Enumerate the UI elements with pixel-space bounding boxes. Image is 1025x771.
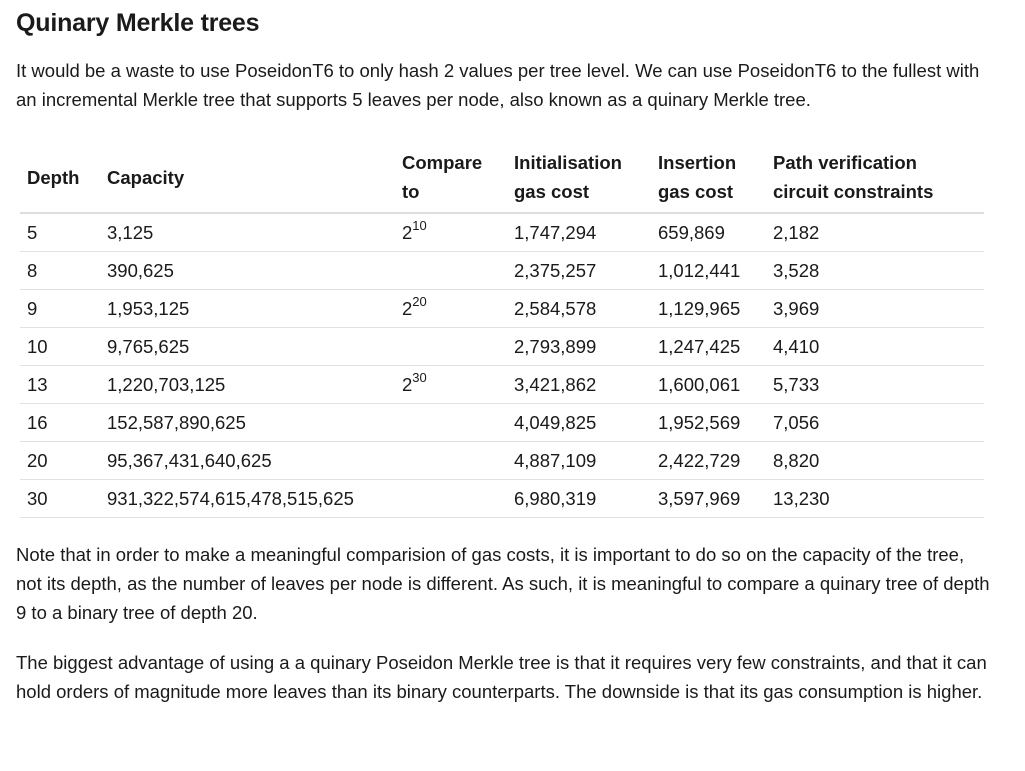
cell-depth: 30 bbox=[20, 480, 100, 518]
cell-insert-gas: 659,869 bbox=[651, 213, 766, 252]
cell-depth: 9 bbox=[20, 290, 100, 328]
header-path-label: Path verification circuit constraints bbox=[773, 152, 934, 202]
compare-exponent: 30 bbox=[412, 369, 427, 385]
cell-insert-gas: 3,597,969 bbox=[651, 480, 766, 518]
cell-capacity: 9,765,625 bbox=[100, 328, 395, 366]
cell-capacity: 95,367,431,640,625 bbox=[100, 442, 395, 480]
cell-init-gas: 2,793,899 bbox=[507, 328, 651, 366]
article bbox=[0, 6, 1025, 706]
cell-insert-gas: 1,247,425 bbox=[651, 328, 766, 366]
table-row bbox=[20, 213, 984, 252]
cell-depth: 13 bbox=[20, 366, 100, 404]
header-depth: Depth bbox=[20, 148, 100, 213]
header-compare-label: Compare to bbox=[402, 152, 483, 202]
cell-compare bbox=[395, 328, 507, 366]
cell-depth: 16 bbox=[20, 404, 100, 442]
cell-path-constraints: 3,528 bbox=[766, 252, 984, 290]
table-row bbox=[20, 442, 984, 480]
header-capacity: Capacity bbox=[100, 148, 395, 213]
cell-compare bbox=[395, 480, 507, 518]
compare-base: 2 bbox=[402, 374, 413, 395]
cell-compare bbox=[395, 366, 507, 404]
compare-exponent: 10 bbox=[412, 217, 427, 233]
table-row bbox=[20, 366, 984, 404]
cell-depth: 20 bbox=[20, 442, 100, 480]
header-insert-label: Insertion gas cost bbox=[658, 152, 737, 202]
cell-init-gas: 6,980,319 bbox=[507, 480, 651, 518]
table-row bbox=[20, 480, 984, 518]
cell-capacity: 390,625 bbox=[100, 252, 395, 290]
note-paragraph: Note that in order to make a meaningful comparision of gas costs, it is important to do so on the capacity of the tree, not its depth, as the number of leaves per node is different. As such, it is meaningful to compare a quinary tree of depth 9 to a binary tree of depth 20. bbox=[16, 544, 990, 623]
cell-capacity: 1,953,125 bbox=[100, 290, 395, 328]
cell-compare bbox=[395, 442, 507, 480]
cell-insert-gas: 1,600,061 bbox=[651, 366, 766, 404]
cell-insert-gas: 1,129,965 bbox=[651, 290, 766, 328]
cell-capacity: 152,587,890,625 bbox=[100, 404, 395, 442]
cell-path-constraints: 3,969 bbox=[766, 290, 984, 328]
cell-insert-gas: 1,012,441 bbox=[651, 252, 766, 290]
table-row bbox=[20, 290, 984, 328]
cell-init-gas: 2,584,578 bbox=[507, 290, 651, 328]
cell-path-constraints: 5,733 bbox=[766, 366, 984, 404]
cell-init-gas: 1,747,294 bbox=[507, 213, 651, 252]
cell-capacity: 1,220,703,125 bbox=[100, 366, 395, 404]
cell-path-constraints: 8,820 bbox=[766, 442, 984, 480]
cell-depth: 5 bbox=[20, 213, 100, 252]
cell-capacity: 931,322,574,615,478,515,625 bbox=[100, 480, 395, 518]
cell-path-constraints: 2,182 bbox=[766, 213, 984, 252]
header-init bbox=[507, 148, 651, 213]
cell-compare bbox=[395, 213, 507, 252]
compare-base: 2 bbox=[402, 298, 413, 319]
cell-path-constraints: 13,230 bbox=[766, 480, 984, 518]
table-body bbox=[20, 213, 984, 518]
header-insert bbox=[651, 148, 766, 213]
cell-insert-gas: 2,422,729 bbox=[651, 442, 766, 480]
cell-init-gas: 4,887,109 bbox=[507, 442, 651, 480]
cell-insert-gas: 1,952,569 bbox=[651, 404, 766, 442]
intro-paragraph: It would be a waste to use PoseidonT6 to only hash 2 values per tree level. We can use PoseidonT6 to the fullest with an incremental Merkle tree that supports 5 leaves per node, also known as a quinary Merkle tree. bbox=[16, 60, 980, 110]
cell-depth: 8 bbox=[20, 252, 100, 290]
advantage-paragraph: The biggest advantage of using a a quinary Poseidon Merkle tree is that it requires very few constraints, and that it can hold orders of magnitude more leaves than its binary counterparts. The downside is that its gas consumption is higher. bbox=[16, 652, 987, 702]
header-init-label: Initialisation gas cost bbox=[514, 152, 622, 202]
header-path bbox=[766, 148, 984, 213]
cell-compare bbox=[395, 252, 507, 290]
cell-init-gas: 2,375,257 bbox=[507, 252, 651, 290]
table-row bbox=[20, 252, 984, 290]
cell-path-constraints: 7,056 bbox=[766, 404, 984, 442]
header-compare bbox=[395, 148, 507, 213]
cell-depth: 10 bbox=[20, 328, 100, 366]
section-heading: Quinary Merkle trees bbox=[16, 9, 260, 37]
cell-compare bbox=[395, 290, 507, 328]
cell-capacity: 3,125 bbox=[100, 213, 395, 252]
cell-init-gas: 3,421,862 bbox=[507, 366, 651, 404]
cell-init-gas: 4,049,825 bbox=[507, 404, 651, 442]
compare-exponent: 20 bbox=[412, 293, 427, 309]
compare-base: 2 bbox=[402, 222, 413, 243]
quinary-tree-table bbox=[20, 148, 984, 518]
cell-compare bbox=[395, 404, 507, 442]
table-row bbox=[20, 404, 984, 442]
table-header bbox=[20, 148, 984, 213]
cell-path-constraints: 4,410 bbox=[766, 328, 984, 366]
table-row bbox=[20, 328, 984, 366]
